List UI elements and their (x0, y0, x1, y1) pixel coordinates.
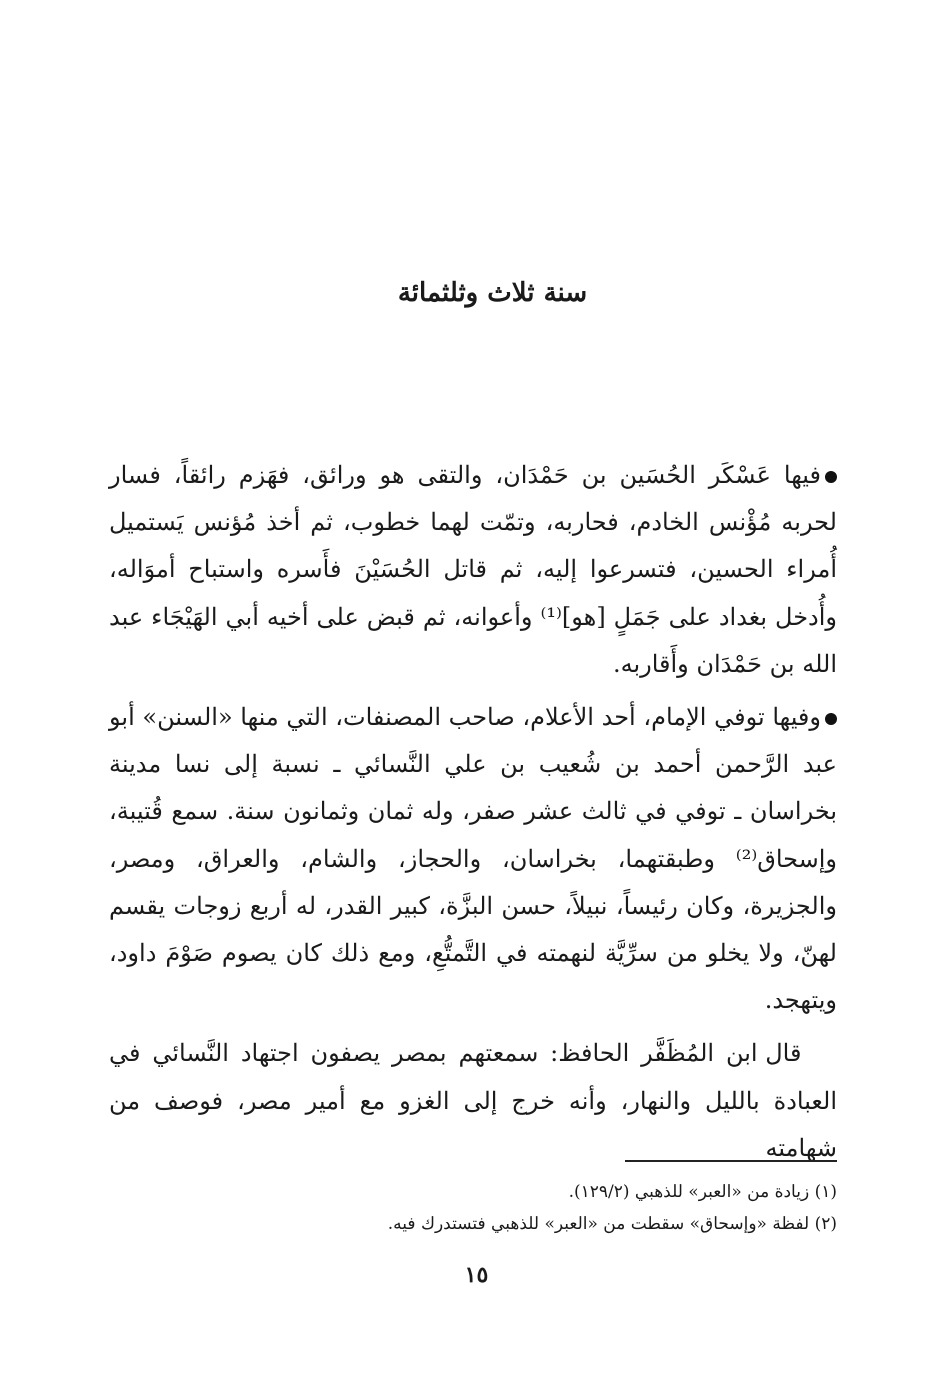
paragraph-3 (109, 1030, 837, 1172)
footnote-divider (625, 1160, 837, 1162)
footnote-1: (١) زيادة من «العبر» للذهبي (١٢٩/٢). (568, 1182, 837, 1202)
paragraph-2 (109, 694, 837, 1024)
paragraph-1 (109, 452, 837, 688)
bullet-icon (825, 471, 837, 483)
footnote-2: (٢) لفظة «وإسحاق» سقطت من «العبر» للذهبي فتستدرك فيه. (387, 1214, 837, 1234)
footnotes (109, 1176, 837, 1240)
paragraph-text: وفيها توفي الإمام، أحد الأعلام، صاحب المصنفات، التي منها «السنن» أبو عبد الرَّحمن أحمد بن شُعيب بن علي النَّسائي ـ نسبة إلى نسا مدينة بخراسان ـ توفي في ثالث عشر صفر، وله ثمان وثمانون سنة. سمع قُتيبة، وإسحاق⁽²⁾ وطبقتهما، بخراسان، والحجاز، والشام، والعراق، ومصر، والجزيرة، وكان رئيساً، نبيلاً، حسن البزَّة، كبير القدر، له أربع زوجات يقسم لهنّ، ولا يخلو من سرِّيَّة لنهمته في التَّمتُّعِ، ومع ذلك كان يصوم صَوْمَ داود، ويتهجد. (109, 703, 837, 1015)
main-text (109, 452, 837, 1178)
chapter-title: سنة ثلاث وثلثمائة (397, 278, 588, 308)
paragraph-text: فيها عَسْكَر الحُسَين بن حَمْدَان، والتقى هو ورائق، فهَزم رائقاً، فسار لحربه مُؤْنس الخادم، فحاربه، وتمّت لهما خطوب، ثم أخذ مُؤنس يَستميل أُمراء الحسين، فتسرعوا إليه، ثم قاتل الحُسَيْنَ فأَسره واستباح أموَاله، وأُدخل بغداد على جَمَلٍ [هو]⁽¹⁾ وأعوانه، ثم قبض على أخيه أبي الهَيْجَاء عبد الله بن حَمْدَان وأَقاربه. (109, 461, 837, 678)
paragraph-text: قال ابن المُظَفَّر الحافظ: سمعتهم بمصر يصفون اجتهاد النَّسائي في العبادة بالليل والنهار، وأنه خرج إلى الغزو مع أمير مصر، فوصف من شهامته (109, 1039, 837, 1162)
bullet-icon (825, 713, 837, 725)
page-number: ١٥ (464, 1262, 489, 1288)
